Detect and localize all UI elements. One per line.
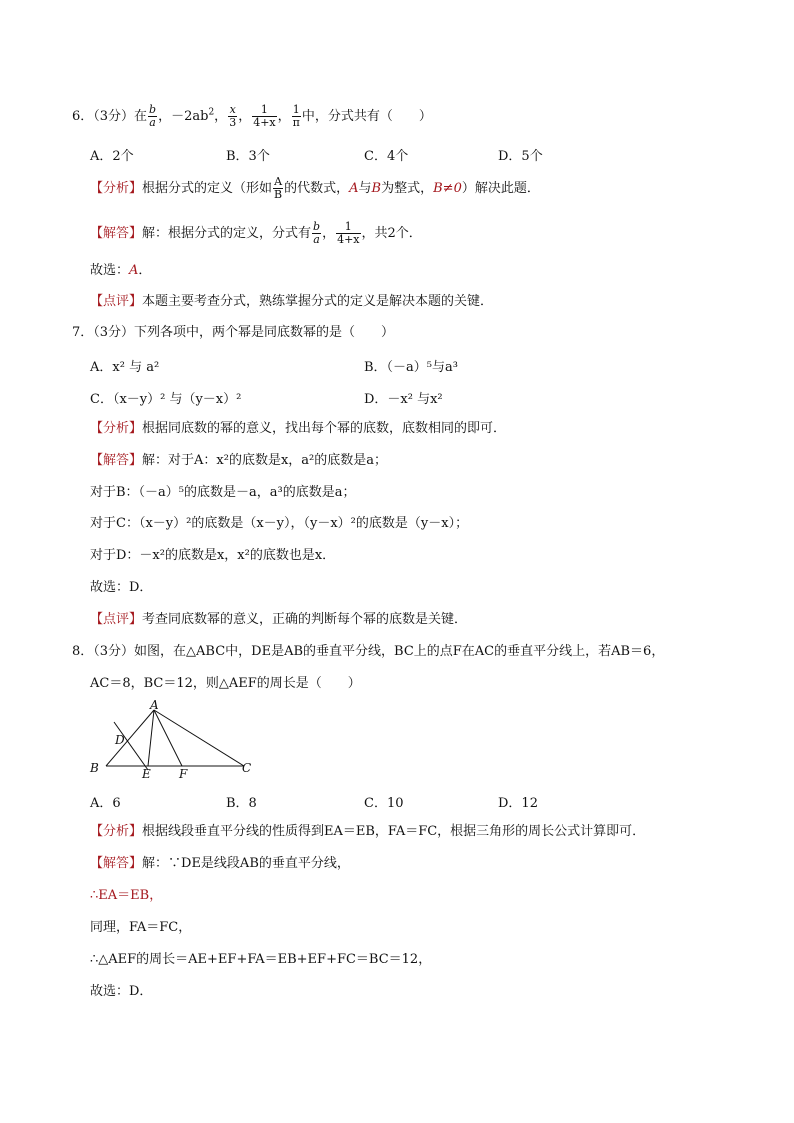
fraction-1-over-4x: $\frac{1}{4+x}$ bbox=[253, 103, 276, 129]
q6-number: 6．（3分）在 bbox=[72, 109, 148, 124]
q8-answer-line-2: ∴EA＝EB， bbox=[90, 888, 163, 903]
q8-option-b: B．8 bbox=[226, 796, 257, 811]
q8-answer-line-3: 同理，FA＝FC， bbox=[90, 920, 192, 935]
q6-term: ，－2ab bbox=[158, 109, 209, 124]
q6-answer: 【解答】解：根据分式的定义，分式有 $\frac{b}{a}$ ， $\frac{1}{4+x}$ ，共2个． bbox=[90, 220, 422, 246]
triangle-figure bbox=[84, 700, 264, 780]
fraction-b-over-a: $\frac{b}{a}$ bbox=[149, 103, 157, 129]
q8-option-c: C．10 bbox=[364, 796, 404, 811]
q6-stem: 6．（3分）在 $\frac{b}{a}$ ，$-2ab^2$， $\frac{x}{3}$ ， $\frac{1}{4+x}$ ， $\frac{1}{\pi}$ 中，分式共有（ ） bbox=[72, 103, 432, 129]
fraction-1-over-4x: $\frac{1}{4+x}$ bbox=[337, 220, 360, 246]
q7-choose: 故选：D． bbox=[90, 580, 153, 595]
fraction-x-over-3: $\frac{x}{3}$ bbox=[229, 103, 237, 129]
label-e: E bbox=[142, 767, 151, 780]
q7-answer-line-3: 对于C：（x－y）²的底数是（x－y），（y－x）²的底数是（y－x）； bbox=[90, 516, 469, 531]
q7-option-b: B．（－a）⁵与a³ bbox=[364, 360, 458, 375]
label-b: B bbox=[90, 761, 99, 775]
q7-answer-line-4: 对于D：－x²的底数是x，x²的底数也是x． bbox=[90, 548, 336, 563]
q8-answer-line-4: ∴△AEF的周长＝AE+EF+FA＝EB+EF+FC＝BC＝12， bbox=[90, 952, 432, 967]
q8-option-a: A．6 bbox=[90, 796, 121, 811]
q7-option-d: D．－x² 与x² bbox=[364, 392, 443, 407]
q6-comment: 【点评】本题主要考查分式，熟练掌握分式的定义是解决本题的关键． bbox=[90, 294, 494, 309]
q7-stem: 7．（3分）下列各项中，两个幂是同底数幂的是（ ） bbox=[72, 325, 395, 340]
q7-option-a: A．x² 与 a² bbox=[90, 360, 160, 375]
q6-choose: 故选：A． bbox=[90, 263, 152, 278]
q7-comment: 【点评】考查同底数幂的意义，正确的判断每个幂的底数是关键． bbox=[90, 612, 468, 627]
q6-option-d: D．5个 bbox=[498, 149, 543, 164]
fraction-b-over-a: $\frac{b}{a}$ bbox=[313, 220, 321, 246]
q8-answer-line-1: 【解答】解：∵DE是线段AB的垂直平分线， bbox=[90, 856, 350, 871]
label-a: A bbox=[150, 700, 159, 712]
label-f: F bbox=[179, 767, 188, 780]
fraction-a-over-b: $\frac{A}{B}$ bbox=[274, 175, 283, 201]
q6-analysis: 【分析】根据分式的定义（形如 $\frac{A}{B}$ 的代数式，A与B为整式，B≠0）解决此题． bbox=[90, 175, 540, 201]
q6-option-a: A．2个 bbox=[90, 149, 134, 164]
label-d: D bbox=[115, 733, 125, 747]
fraction-1-over-pi: $\frac{1}{\pi}$ bbox=[292, 103, 300, 129]
q8-stem-line-2: AC＝8，BC＝12，则△AEF的周长是（ ） bbox=[90, 676, 361, 691]
q7-answer-line-1: 【解答】解：对于A：x²的底数是x，a²的底数是a； bbox=[90, 453, 387, 468]
q8-stem-line-1: 8．（3分）如图，在△ABC中，DE是AB的垂直平分线，BC上的点F在AC的垂直平分线上，若AB＝6， bbox=[72, 644, 665, 659]
q7-option-c: C．（x－y）² 与（y－x）² bbox=[90, 392, 242, 407]
q8-choose: 故选：D． bbox=[90, 984, 153, 999]
q8-option-d: D．12 bbox=[498, 796, 538, 811]
label-c: C bbox=[242, 761, 252, 775]
q8-analysis: 【分析】根据线段垂直平分线的性质得到EA＝EB，FA＝FC，根据三角形的周长公式计算即可． bbox=[90, 824, 646, 839]
q7-answer-line-2: 对于B：（－a）⁵的底数是－a，a³的底数是a； bbox=[90, 485, 356, 500]
q6-option-b: B．3个 bbox=[226, 149, 270, 164]
q7-analysis: 【分析】根据同底数的幂的意义，找出每个幂的底数，底数相同的即可． bbox=[90, 421, 507, 436]
q6-option-c: C．4个 bbox=[364, 149, 409, 164]
